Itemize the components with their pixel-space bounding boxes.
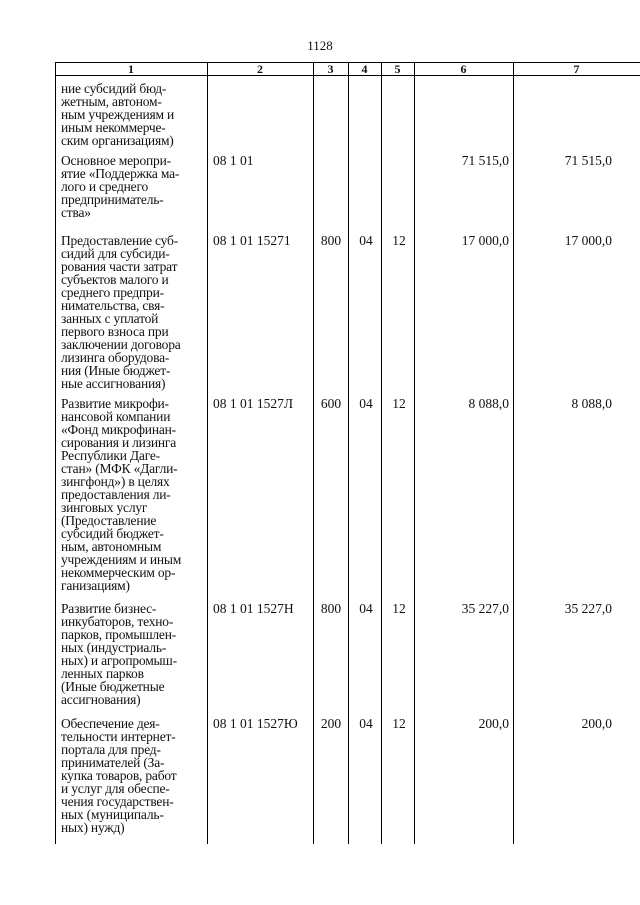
column-header-1: 1 bbox=[55, 62, 207, 76]
column-header-7: 7 bbox=[513, 62, 640, 76]
table-cell-c5: 12 bbox=[392, 716, 406, 731]
column-header-3: 3 bbox=[313, 62, 348, 76]
table-cell-c5: 12 bbox=[392, 233, 406, 248]
column-header-5: 5 bbox=[381, 62, 414, 76]
table-cell-c4: 04 bbox=[359, 233, 373, 248]
column-rule bbox=[313, 62, 314, 844]
table-cell-name: Основное меропри- ятие «Поддержка ма- лого и среднего предприниматель- ства» bbox=[61, 153, 180, 220]
table-cell-c6: 200,0 bbox=[478, 716, 509, 731]
table-cell-c7: 35 227,0 bbox=[564, 601, 612, 616]
column-rule bbox=[55, 62, 56, 844]
table-cell-code: 08 1 01 1527Л bbox=[213, 396, 294, 411]
table-cell-code: 08 1 01 1527Ю bbox=[213, 716, 298, 731]
column-rule bbox=[207, 62, 208, 844]
table-cell-name: ние субсидий бюд- жетным, автоном- ным учреждениям и иным некоммерче- ским организациям) bbox=[61, 81, 175, 148]
table-cell-code: 08 1 01 bbox=[213, 153, 254, 168]
table-cell-c6: 71 515,0 bbox=[461, 153, 509, 168]
table-cell-name: Предоставление суб- сидий для субсиди- рования части затрат субъектов малого и среднего предпри- нимательства, свя- занных с уплатой первого взноса при заключении договора лизинга оборудова- ния (Иные бюджет- ные ассигнования) bbox=[61, 233, 181, 391]
table-cell-code: 08 1 01 15271 bbox=[213, 233, 291, 248]
budget-table bbox=[55, 62, 640, 844]
table-cell-c7: 71 515,0 bbox=[564, 153, 612, 168]
table-cell-c4: 04 bbox=[359, 716, 373, 731]
table-cell-c5: 12 bbox=[392, 396, 406, 411]
table-cell-c3: 800 bbox=[320, 233, 342, 248]
table-cell-c6: 35 227,0 bbox=[461, 601, 509, 616]
table-cell-c4: 04 bbox=[359, 601, 373, 616]
table-cell-c7: 200,0 bbox=[581, 716, 612, 731]
table-cell-c6: 17 000,0 bbox=[461, 233, 509, 248]
column-header-6: 6 bbox=[414, 62, 513, 76]
table-cell-c3: 200 bbox=[320, 716, 342, 731]
column-header-2: 2 bbox=[207, 62, 313, 76]
table-cell-c3: 600 bbox=[320, 396, 342, 411]
table-cell-code: 08 1 01 1527Н bbox=[213, 601, 294, 616]
table-cell-c6: 8 088,0 bbox=[468, 396, 509, 411]
table-cell-c7: 8 088,0 bbox=[571, 396, 612, 411]
page-number: 1128 bbox=[307, 38, 333, 53]
table-cell-c5: 12 bbox=[392, 601, 406, 616]
table-cell-name: Обеспечение дея- тельности интернет- портала для пред- принимателей (За- купка товаров, работ и услуг для обеспе- чения государствен- ных (муниципаль- ных) нужд) bbox=[61, 716, 177, 835]
column-rule bbox=[381, 62, 382, 844]
table-cell-c3: 800 bbox=[320, 601, 342, 616]
column-rule bbox=[414, 62, 415, 844]
column-rule bbox=[348, 62, 349, 844]
column-rule bbox=[513, 62, 514, 844]
column-header-4: 4 bbox=[348, 62, 381, 76]
table-cell-c4: 04 bbox=[359, 396, 373, 411]
table-cell-name: Развитие микрофи- нансовой компании «Фонд микрофинан- сирования и лизинга Республики Даге- стан» (МФК «Дагли- зингфонд») в целях предоставления ли- зинговых услуг (Предоставление субсидий бюджет- ным, автономным учреждениям и иным некоммерческим ор- ганизациям) bbox=[61, 396, 182, 593]
table-cell-name: Развитие бизнес- инкубаторов, техно- парков, промышлен- ных (индустриаль- ных) и агропромыш- ленных парков (Иные бюджетные ассигнования) bbox=[61, 601, 177, 707]
table-cell-c7: 17 000,0 bbox=[564, 233, 612, 248]
